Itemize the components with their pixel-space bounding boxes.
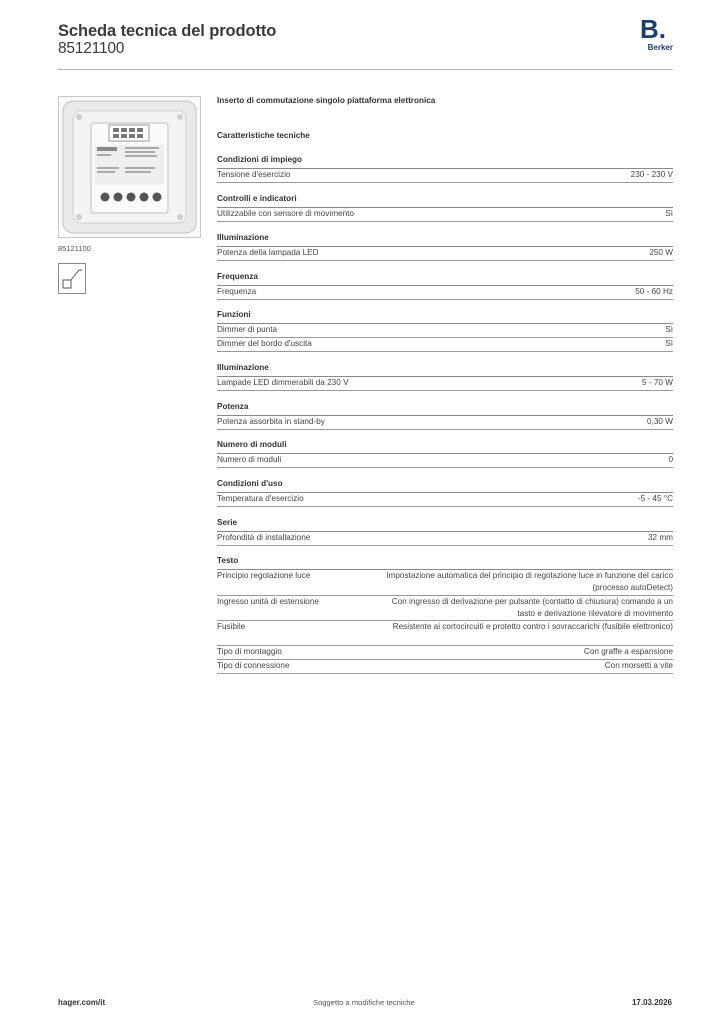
row-value: Con morsetti a vite [604, 661, 673, 670]
row-label: Tipo di connessione [217, 661, 290, 670]
row-value: Resistente ai cortocircuiti e protetto contro i sovraccarichi (fusibile elettronico) [392, 622, 673, 631]
row-label: Tipo di montaggio [217, 647, 282, 656]
row-value: 50 - 60 Hz [635, 287, 673, 296]
row-value: Sì [665, 339, 673, 348]
section-title: Condizioni di impiego [217, 155, 673, 169]
table-row [217, 169, 673, 183]
table-row [217, 208, 673, 222]
footer-note: Soggetto a modifiche tecniche [313, 998, 415, 1007]
dimmer-symbol-icon [58, 263, 86, 294]
image-caption: 85121100 [58, 244, 91, 253]
row-label: Potenza della lampada LED [217, 248, 319, 257]
row-label: Dimmer del bordo d'uscita [217, 339, 312, 348]
footer-website-link[interactable]: hager.com/it [58, 998, 106, 1007]
row-label: Potenza assorbita in stand-by [217, 417, 325, 426]
row-label: Numero di moduli [217, 455, 282, 464]
row-value: 0,30 W [647, 417, 673, 426]
row-value: 0 [668, 455, 673, 464]
row-label: Principio regolazione luce [217, 571, 311, 580]
section-title: Condizioni d'uso [217, 479, 673, 493]
table-row [217, 660, 673, 674]
logo-text: Berker [647, 43, 673, 52]
table-row [217, 570, 673, 596]
row-value: -5 - 45 °C [637, 494, 673, 503]
table-row [217, 247, 673, 261]
row-value: Impostazione automatica del principio di regolazione luce in funzione del carico (processo autoDetect) [386, 571, 673, 592]
table-row [217, 416, 673, 430]
product-illustration [59, 97, 200, 237]
section-title: Potenza [217, 402, 673, 416]
table-row [217, 493, 673, 507]
table-row [217, 338, 673, 352]
row-value: Con graffe a espansione [583, 647, 673, 656]
section-title: Serie [217, 518, 673, 532]
table-row [217, 621, 673, 646]
table-row [217, 646, 673, 660]
product-image [58, 96, 201, 238]
product-description: Inserto di commutazione singolo piattaforma elettronica [217, 96, 436, 105]
header-divider [58, 69, 673, 70]
row-value: Sì [665, 325, 673, 334]
table-row [217, 596, 673, 621]
section-title: Numero di moduli [217, 440, 673, 454]
row-value: 230 - 230 V [630, 170, 673, 179]
page-title: Scheda tecnica del prodotto [58, 22, 277, 40]
table-row [217, 377, 673, 391]
row-label: Ingresso unità di estensione [217, 597, 319, 606]
footer-date: 17.03.2026 [631, 998, 672, 1007]
row-value: 32 mm [647, 533, 673, 542]
table-row [217, 324, 673, 338]
row-value: Sì [665, 209, 673, 218]
product-code: 85121100 [58, 40, 125, 57]
section-title: Testo [217, 556, 673, 570]
table-row [217, 286, 673, 300]
row-value: 5 - 70 W [642, 378, 673, 387]
row-label: Dimmer di punta [217, 325, 278, 334]
row-label: Frequenza [217, 287, 257, 296]
row-label: Profondità di installazione [217, 533, 311, 542]
row-value: 250 W [649, 248, 673, 257]
table-row [217, 454, 673, 468]
svg-text:B.: B. [640, 16, 666, 44]
row-label: Temperatura d'esercizio [217, 494, 304, 503]
characteristics-title: Caratteristiche tecniche [217, 131, 310, 140]
section-title: Funzioni [217, 310, 673, 324]
row-label: Utilizzabile con sensore di movimento [217, 209, 354, 218]
section-title: Frequenza [217, 272, 673, 286]
row-label: Lampade LED dimmerabili da 230 V [217, 378, 349, 387]
section-title: Illuminazione [217, 233, 673, 247]
page-header [58, 16, 673, 70]
row-label: Tensione d'esercizio [217, 170, 291, 179]
row-value: Con ingresso di derivazione per pulsante (contatto di chiusura) comando a un tasto e derivazione rilevatore di movimento [391, 597, 673, 618]
table-row [217, 532, 673, 546]
section-title: Controlli e indicatori [217, 194, 673, 208]
row-label: Fusibile [217, 622, 246, 631]
section-title: Illuminazione [217, 363, 673, 377]
